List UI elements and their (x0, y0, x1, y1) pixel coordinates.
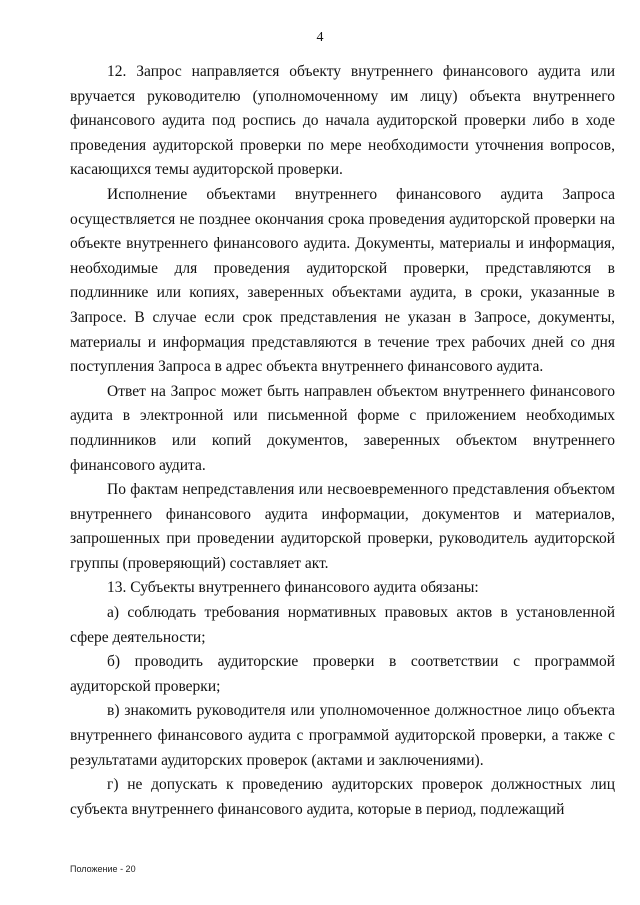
paragraph-request-response: Ответ на Запрос может быть направлен объектом внутреннего финансового аудита в электронной или письменной форме с приложением необходимых подлинников или копий документов, заверенных объектом внутреннего финансового аудита. (70, 382, 615, 474)
list-item-b: б) проводить аудиторские проверки в соответствии с программой аудиторской проверки; (70, 653, 615, 695)
paragraph-12-request: 12. Запрос направляется объекту внутреннего финансового аудита или вручается руководителю (уполномоченному им лицу) объекта внутреннего финансового аудита под роспись до начала аудиторской проверки либо в ходе проведения аудиторской проверки по мере необходимости уточнения вопросов, касающихся темы аудиторской проверки. (70, 63, 615, 179)
page-number: 4 (316, 30, 324, 45)
document-body (70, 60, 615, 822)
paragraph-13-obligations: 13. Субъекты внутреннего финансового аудита обязаны: (107, 579, 479, 597)
list-item-a: а) соблюдать требования нормативных правовых актов в установленной сфере деятельности; (70, 604, 615, 646)
paragraph-non-submission-act: По фактам непредставления или несвоевременного представления объектом внутреннего финансового аудита информации, документов и материалов, запрошенных при проведении аудиторской проверки, руководитель аудиторской группы (проверяющий) составляет акт. (70, 481, 615, 572)
paragraph-request-execution: Исполнение объектами внутреннего финансового аудита Запроса осуществляется не позднее окончания срока проведения аудиторской проверки на объекте внутреннего финансового аудита. Документы, материалы и информация, необходимые для проведения аудиторской проверки, представляются в подлиннике или копиях, заверенных объектами аудита, в сроки, указанные в Запросе. В случае если срок представления не указан в Запросе, документы, материалы и информация представляются в течение трех рабочих дней со дня поступления Запроса в адрес объекта внутреннего финансового аудита. (70, 185, 615, 376)
list-item-g: г) не допускать к проведению аудиторских проверок должностных лиц субъекта внутреннего финансового аудита, которые в период, подлежащий (70, 776, 615, 818)
footer-label: Положение - 20 (70, 864, 136, 874)
list-item-v: в) знакомить руководителя или уполномоченное должностное лицо объекта внутреннего финансового аудита с программой аудиторской проверки, а также с результатами аудиторских проверок (актами и заключениями). (70, 702, 615, 769)
